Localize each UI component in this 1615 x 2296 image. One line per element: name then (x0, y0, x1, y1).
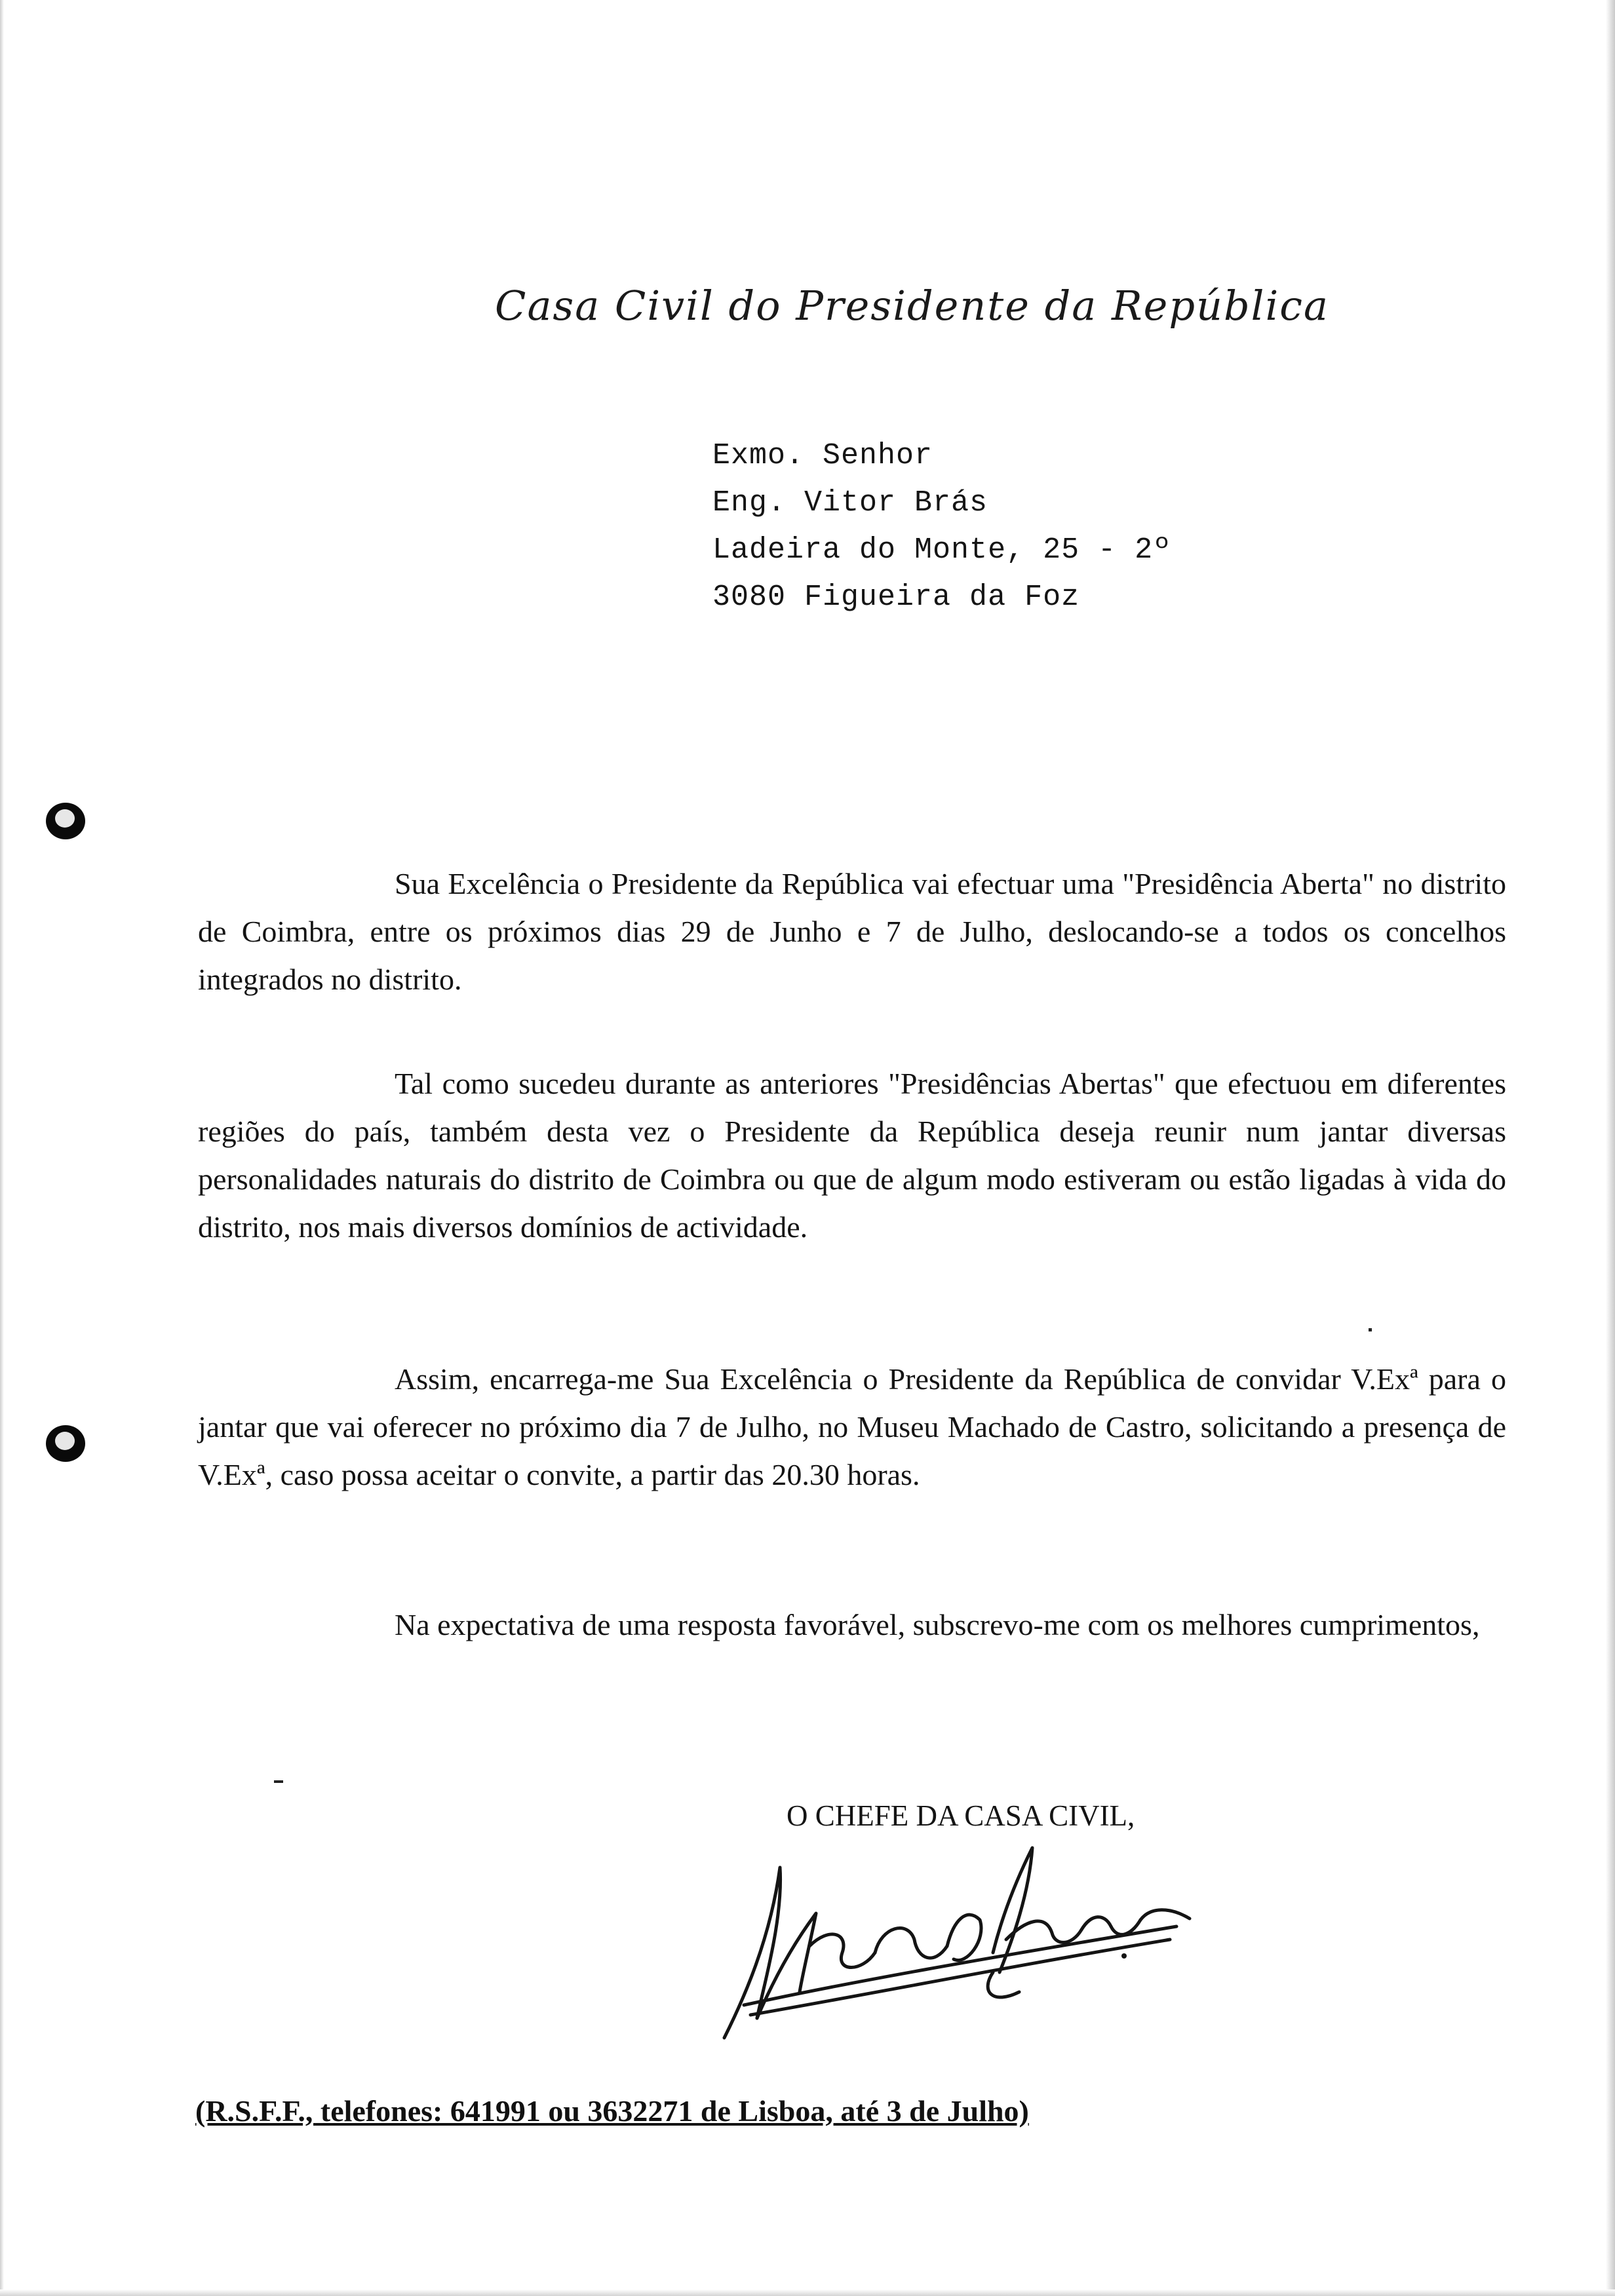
footer-note: (R.S.F.F., telefones: 641991 ou 3632271 de Lisboa, até 3 de Julho) (195, 2094, 1029, 2128)
scan-edge-right (1606, 0, 1615, 2296)
recipient-street: Ladeira do Monte, 25 - 2º (712, 533, 1172, 567)
recipient-name: Eng. Vitor Brás (712, 486, 988, 520)
body-paragraph-3: Assim, encarrega-me Sua Excelência o Presidente da República de convidar V.Exª para o jantar que vai oferecer no próximo dia 7 de Julho, no Museu Machado de Castro, solicitando a presença de V.Exª, caso possa aceitar o convite, a partir das 20.30 horas. (198, 1362, 1506, 1491)
scan-speck (1369, 1328, 1372, 1331)
scan-edge-bottom (0, 2289, 1615, 2296)
handwritten-signature (718, 1841, 1203, 2057)
body-paragraph-4: Na expectativa de uma resposta favorável, subscrevo-me com os melhores cumprimentos, (395, 1608, 1480, 1641)
body-paragraph-2: Tal como sucedeu durante as anteriores "Presidências Abertas" que efectuou em diferentes regiões do país, também desta vez o Presidente da República deseja reunir num jantar diversas personalidades naturais do distrito de Coimbra ou que de algum modo estiveram ou estão ligadas à vida do distrito, nos mais diversos domínios de actividade. (198, 1067, 1506, 1244)
scan-edge-left (0, 0, 4, 2296)
recipient-address (712, 432, 1171, 621)
punch-hole-bottom (46, 1425, 85, 1462)
body-paragraph-1: Sua Excelência o Presidente da República vai efectuar uma "Presidência Aberta" no distrito de Coimbra, entre os próximos dias 29 de Junho e 7 de Julho, deslocando-se a todos os concelhos integrados no distrito. (198, 867, 1506, 996)
recipient-salutation: Exmo. Senhor (712, 439, 933, 472)
scan-mark (274, 1780, 283, 1783)
recipient-city: 3080 Figueira da Foz (712, 581, 1080, 614)
closing-title: O CHEFE DA CASA CIVIL, (787, 1799, 1135, 1832)
punch-hole-top (46, 803, 85, 839)
letterhead: Casa Civil do Presidente da República (495, 282, 1329, 330)
